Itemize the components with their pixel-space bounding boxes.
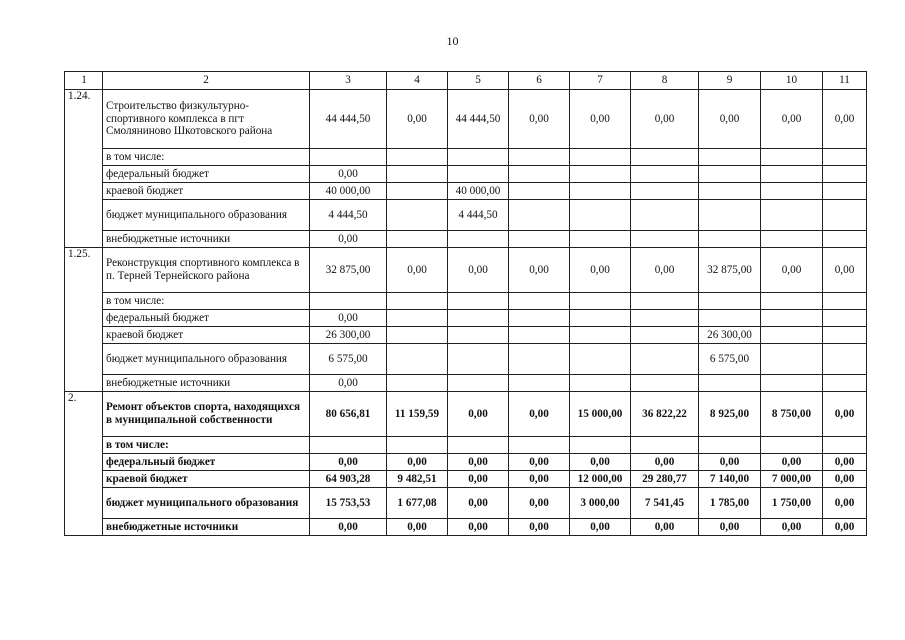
table-cell: 0,00 <box>448 488 509 519</box>
table-cell <box>761 293 823 310</box>
table-cell <box>448 437 509 454</box>
table-cell <box>448 375 509 392</box>
table-row <box>65 344 867 375</box>
table-cell: 0,00 <box>823 90 867 149</box>
table-row <box>65 454 867 471</box>
table-cell <box>823 437 867 454</box>
table-cell: 0,00 <box>310 231 387 248</box>
page-number: 10 <box>446 34 459 48</box>
table-cell <box>448 166 509 183</box>
table-cell: 8 925,00 <box>699 392 761 437</box>
table-header-row <box>65 72 867 90</box>
table-cell <box>387 375 448 392</box>
table-cell: 4 444,50 <box>448 200 509 231</box>
column-header: 8 <box>631 72 699 90</box>
table-cell <box>570 149 631 166</box>
table-cell: 80 656,81 <box>310 392 387 437</box>
table-cell <box>631 437 699 454</box>
table-row <box>65 310 867 327</box>
table-cell: 0,00 <box>823 488 867 519</box>
table-cell <box>310 293 387 310</box>
table-cell: 0,00 <box>509 454 570 471</box>
table-cell <box>448 149 509 166</box>
table-cell: 26 300,00 <box>699 327 761 344</box>
table-cell <box>631 149 699 166</box>
table-cell <box>570 344 631 375</box>
table-cell: 1 750,00 <box>761 488 823 519</box>
table-cell <box>631 166 699 183</box>
table-cell <box>699 200 761 231</box>
column-header: 5 <box>448 72 509 90</box>
table-cell: 0,00 <box>387 519 448 536</box>
item-name: в том числе: <box>103 149 310 166</box>
column-header: 6 <box>509 72 570 90</box>
table-cell: 0,00 <box>448 248 509 293</box>
column-header: 3 <box>310 72 387 90</box>
table-cell: 40 000,00 <box>310 183 387 200</box>
table-cell <box>631 231 699 248</box>
table-cell <box>823 375 867 392</box>
table-cell: 0,00 <box>570 519 631 536</box>
table-cell: 0,00 <box>631 454 699 471</box>
table-cell <box>448 231 509 248</box>
table-cell: 0,00 <box>509 488 570 519</box>
table-cell <box>509 375 570 392</box>
table-cell: 29 280,77 <box>631 471 699 488</box>
table-cell: 7 140,00 <box>699 471 761 488</box>
table-cell: 1 677,08 <box>387 488 448 519</box>
table-cell: 0,00 <box>823 392 867 437</box>
table-cell <box>761 183 823 200</box>
table-row <box>65 519 867 536</box>
table-cell <box>448 327 509 344</box>
table-cell: 0,00 <box>448 519 509 536</box>
table-cell: 1 785,00 <box>699 488 761 519</box>
table-cell <box>699 310 761 327</box>
table-cell: 44 444,50 <box>448 90 509 149</box>
table-cell <box>823 166 867 183</box>
table-cell <box>509 183 570 200</box>
item-name: внебюджетные источники <box>103 519 310 536</box>
column-header: 9 <box>699 72 761 90</box>
table-cell: 11 159,59 <box>387 392 448 437</box>
table-cell <box>699 149 761 166</box>
table-cell <box>570 293 631 310</box>
table-cell <box>570 437 631 454</box>
table-cell <box>823 344 867 375</box>
table-cell: 0,00 <box>310 519 387 536</box>
table-cell <box>509 166 570 183</box>
table-row <box>65 327 867 344</box>
table-row <box>65 149 867 166</box>
table-cell: 32 875,00 <box>699 248 761 293</box>
table-cell: 15 000,00 <box>570 392 631 437</box>
table-cell: 0,00 <box>509 248 570 293</box>
table-cell: 0,00 <box>699 519 761 536</box>
table-cell <box>699 166 761 183</box>
table-cell <box>448 310 509 327</box>
table-cell <box>570 327 631 344</box>
item-number: 2. <box>65 392 103 536</box>
table-cell: 26 300,00 <box>310 327 387 344</box>
item-name: краевой бюджет <box>103 471 310 488</box>
column-header: 11 <box>823 72 867 90</box>
table-cell <box>823 200 867 231</box>
table-cell <box>823 149 867 166</box>
table-cell <box>387 200 448 231</box>
item-name: в том числе: <box>103 437 310 454</box>
column-header: 2 <box>103 72 310 90</box>
table-cell <box>509 310 570 327</box>
item-name: федеральный бюджет <box>103 310 310 327</box>
table-cell <box>509 327 570 344</box>
table-cell <box>387 231 448 248</box>
table-cell: 32 875,00 <box>310 248 387 293</box>
column-header: 4 <box>387 72 448 90</box>
table-cell <box>387 183 448 200</box>
table-cell: 0,00 <box>509 471 570 488</box>
table-cell <box>761 231 823 248</box>
table-cell: 0,00 <box>699 90 761 149</box>
table-cell <box>823 327 867 344</box>
table-cell <box>631 344 699 375</box>
table-cell: 0,00 <box>310 166 387 183</box>
table-row <box>65 488 867 519</box>
table-cell <box>823 231 867 248</box>
table-cell <box>823 310 867 327</box>
item-name: федеральный бюджет <box>103 454 310 471</box>
table-cell <box>509 149 570 166</box>
table-cell <box>761 166 823 183</box>
table-cell <box>699 293 761 310</box>
table-cell: 12 000,00 <box>570 471 631 488</box>
column-header: 10 <box>761 72 823 90</box>
table-row <box>65 231 867 248</box>
table-cell: 8 750,00 <box>761 392 823 437</box>
table-cell <box>387 166 448 183</box>
item-number: 1.25. <box>65 248 103 392</box>
table-row <box>65 375 867 392</box>
item-name: в том числе: <box>103 293 310 310</box>
table-cell <box>570 375 631 392</box>
table-cell: 0,00 <box>761 90 823 149</box>
item-name: Реконструкция спортивного комплекса в п. Терней Тернейского района <box>103 248 310 293</box>
item-name: федеральный бюджет <box>103 166 310 183</box>
table-row <box>65 293 867 310</box>
column-header: 7 <box>570 72 631 90</box>
table-cell: 36 822,22 <box>631 392 699 437</box>
item-number: 1.24. <box>65 90 103 248</box>
item-name: внебюджетные источники <box>103 375 310 392</box>
table-cell <box>699 183 761 200</box>
table-cell <box>631 327 699 344</box>
table-cell: 0,00 <box>448 454 509 471</box>
table-row <box>65 471 867 488</box>
table-cell <box>310 149 387 166</box>
table-cell <box>570 166 631 183</box>
table-cell: 0,00 <box>570 454 631 471</box>
table-cell <box>823 293 867 310</box>
table-cell <box>699 437 761 454</box>
item-name: внебюджетные источники <box>103 231 310 248</box>
table-cell <box>509 200 570 231</box>
table-cell <box>509 437 570 454</box>
table-cell <box>761 149 823 166</box>
table-cell: 0,00 <box>310 454 387 471</box>
table-cell <box>570 231 631 248</box>
table-cell: 44 444,50 <box>310 90 387 149</box>
table-cell <box>448 293 509 310</box>
table-cell: 0,00 <box>310 310 387 327</box>
table-row <box>65 90 867 149</box>
table-cell: 0,00 <box>761 248 823 293</box>
table-cell <box>631 183 699 200</box>
table-cell <box>387 344 448 375</box>
table-cell: 0,00 <box>823 471 867 488</box>
table-cell: 0,00 <box>387 248 448 293</box>
table-cell: 3 000,00 <box>570 488 631 519</box>
table-cell <box>631 293 699 310</box>
item-name: бюджет муниципального образования <box>103 200 310 231</box>
table-cell: 0,00 <box>761 454 823 471</box>
table-row <box>65 200 867 231</box>
table-cell: 7 000,00 <box>761 471 823 488</box>
table-cell: 0,00 <box>509 392 570 437</box>
table-cell: 6 575,00 <box>310 344 387 375</box>
table-cell <box>761 310 823 327</box>
table-cell <box>761 375 823 392</box>
table-cell <box>631 200 699 231</box>
table-cell <box>448 344 509 375</box>
table-cell <box>823 183 867 200</box>
table-cell <box>699 375 761 392</box>
table-cell <box>631 310 699 327</box>
item-name: Строительство физкультурно-спортивного комплекса в пгт Смоляниново Шкотовского района <box>103 90 310 149</box>
item-name: краевой бюджет <box>103 183 310 200</box>
table-row <box>65 166 867 183</box>
table-cell: 0,00 <box>823 519 867 536</box>
table-cell <box>509 231 570 248</box>
table-cell: 0,00 <box>387 454 448 471</box>
table-cell <box>509 293 570 310</box>
table-cell: 64 903,28 <box>310 471 387 488</box>
table-cell: 6 575,00 <box>699 344 761 375</box>
table-cell <box>631 375 699 392</box>
table-cell <box>387 310 448 327</box>
item-name: бюджет муниципального образования <box>103 344 310 375</box>
table-cell: 7 541,45 <box>631 488 699 519</box>
table-cell <box>570 183 631 200</box>
item-name: бюджет муниципального образования <box>103 488 310 519</box>
table-cell: 0,00 <box>631 248 699 293</box>
table-cell: 0,00 <box>570 248 631 293</box>
table-cell: 0,00 <box>387 90 448 149</box>
table-cell: 0,00 <box>509 90 570 149</box>
table-cell: 0,00 <box>570 90 631 149</box>
table-cell: 4 444,50 <box>310 200 387 231</box>
table-cell <box>387 327 448 344</box>
item-name: краевой бюджет <box>103 327 310 344</box>
table-cell: 0,00 <box>699 454 761 471</box>
budget-table <box>64 71 867 536</box>
table-cell <box>509 344 570 375</box>
table-cell: 15 753,53 <box>310 488 387 519</box>
table-cell: 0,00 <box>823 248 867 293</box>
table-cell: 0,00 <box>761 519 823 536</box>
table-cell <box>387 437 448 454</box>
table-cell: 0,00 <box>310 375 387 392</box>
table-cell <box>387 293 448 310</box>
table-cell <box>699 231 761 248</box>
table-cell: 9 482,51 <box>387 471 448 488</box>
table-cell <box>761 327 823 344</box>
table-row <box>65 392 867 437</box>
table-cell <box>570 200 631 231</box>
item-name: Ремонт объектов спорта, находящихся в муниципальной собственности <box>103 392 310 437</box>
table-cell <box>761 344 823 375</box>
table-cell: 0,00 <box>823 454 867 471</box>
table-cell: 0,00 <box>448 471 509 488</box>
table-cell: 0,00 <box>448 392 509 437</box>
table-cell <box>761 200 823 231</box>
table-row <box>65 437 867 454</box>
table-cell <box>387 149 448 166</box>
table-cell <box>310 437 387 454</box>
table-cell: 0,00 <box>631 519 699 536</box>
table-cell <box>570 310 631 327</box>
table-row <box>65 248 867 293</box>
table-cell: 0,00 <box>631 90 699 149</box>
table-cell: 40 000,00 <box>448 183 509 200</box>
column-header: 1 <box>65 72 103 90</box>
table-cell: 0,00 <box>509 519 570 536</box>
table-row <box>65 183 867 200</box>
table-cell <box>761 437 823 454</box>
